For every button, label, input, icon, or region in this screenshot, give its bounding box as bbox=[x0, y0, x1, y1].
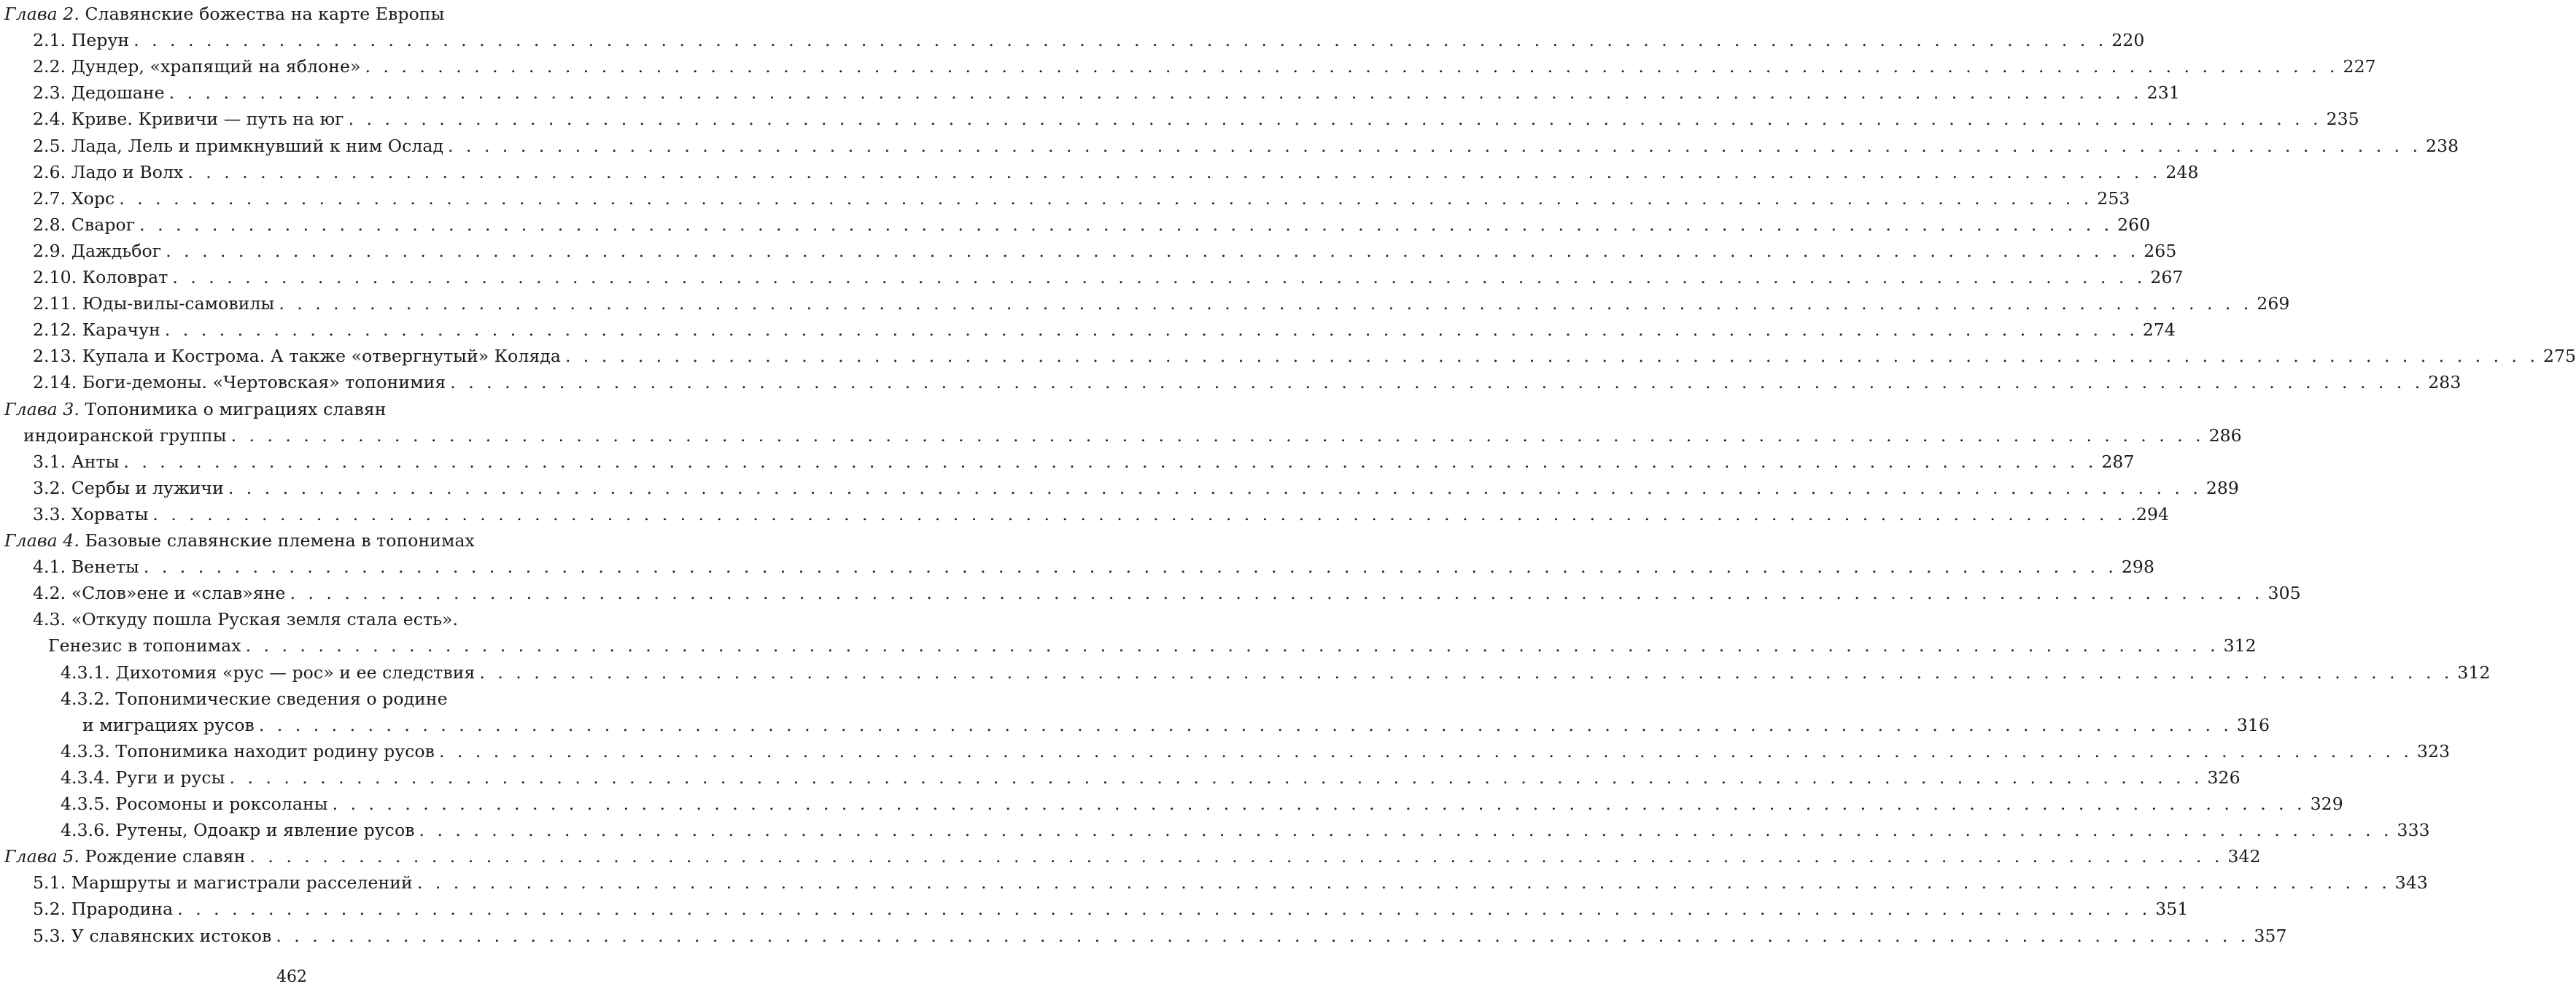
toc-page-number: 227 bbox=[2343, 56, 2376, 77]
toc-entry-text: 2.9. Даждьбог bbox=[33, 240, 162, 261]
toc-entry-text: 4.3.2. Топонимические сведения о родине bbox=[61, 688, 448, 709]
dot-leader bbox=[448, 133, 2421, 159]
toc-entry-title bbox=[48, 632, 241, 659]
dot-leader bbox=[169, 80, 2143, 106]
toc-entry bbox=[0, 659, 2491, 686]
toc-entry-title bbox=[33, 896, 173, 922]
toc-entry-text: 4.3.3. Топонимика находит родину русов bbox=[61, 740, 435, 762]
toc-entry bbox=[0, 343, 2576, 369]
toc-entry-title bbox=[4, 843, 245, 869]
dot-leader bbox=[139, 212, 2113, 238]
toc-chapter-entry bbox=[0, 527, 583, 554]
toc-entry-text: 2.8. Сварог bbox=[33, 214, 136, 235]
toc-entry-title bbox=[33, 606, 458, 632]
dot-leader bbox=[152, 501, 2126, 527]
dot-leader bbox=[123, 449, 2097, 475]
chapter-label: Глава 3. bbox=[4, 398, 79, 419]
toc-entry bbox=[0, 869, 2428, 896]
toc-entry bbox=[0, 817, 2430, 843]
dot-leader bbox=[417, 869, 2391, 896]
toc-page-number: 357 bbox=[2254, 925, 2287, 946]
dot-leader bbox=[187, 159, 2161, 185]
toc-entry-text: Славянские божества на карте Европы bbox=[79, 4, 445, 24]
toc-page-number: 329 bbox=[2310, 794, 2343, 814]
toc-entry-title bbox=[33, 369, 446, 395]
toc-page-number: 286 bbox=[2208, 425, 2242, 446]
toc-entry-title bbox=[33, 238, 161, 264]
toc-entry-title bbox=[33, 290, 274, 317]
toc-entry bbox=[0, 212, 2151, 238]
toc-entry bbox=[0, 80, 2180, 106]
toc-chapter-entry bbox=[0, 1, 583, 27]
toc-entry-text: 5.2. Прародина bbox=[33, 899, 174, 920]
toc-entry-title bbox=[4, 527, 475, 554]
chapter-label: Глава 2. bbox=[4, 4, 79, 24]
dot-leader bbox=[276, 923, 2249, 949]
toc-entry-title bbox=[33, 317, 160, 343]
toc-entry bbox=[0, 238, 2177, 264]
toc-entry bbox=[0, 133, 2459, 159]
toc-entry bbox=[0, 185, 2130, 212]
toc-page-number: 267 bbox=[2150, 267, 2184, 287]
toc-entry-title bbox=[61, 659, 475, 686]
toc-entry-title bbox=[33, 501, 148, 527]
toc-entry-text: 2.10. Коловрат bbox=[33, 267, 168, 287]
toc-entry bbox=[0, 27, 2145, 53]
toc-page-number: 342 bbox=[2227, 846, 2261, 867]
toc-entry bbox=[0, 369, 2461, 395]
toc-entry bbox=[0, 632, 2257, 659]
dot-leader bbox=[279, 290, 2252, 317]
dot-leader bbox=[230, 764, 2203, 791]
toc-page-number: 289 bbox=[2205, 477, 2239, 498]
toc-entry bbox=[0, 317, 2176, 343]
toc-entry-title bbox=[33, 923, 271, 949]
toc-entry-text: 2.5. Лада, Лель и примкнувший к ним Ослад bbox=[33, 135, 444, 156]
toc-entry-text: 2.11. Юды-вилы-самовилы bbox=[33, 293, 275, 314]
toc-entry-title bbox=[33, 554, 139, 580]
toc-page-number: 269 bbox=[2257, 293, 2290, 314]
toc-entry-title bbox=[33, 449, 119, 475]
toc-entry-text: и миграциях русов bbox=[82, 714, 255, 735]
toc-entry-title bbox=[33, 869, 413, 896]
toc-entry-text: Базовые славянские племена в топонимах bbox=[79, 530, 475, 551]
toc-entry bbox=[0, 712, 2270, 738]
toc-page-number: 351 bbox=[2155, 899, 2189, 920]
toc-page-number: 343 bbox=[2394, 872, 2428, 894]
toc-entry-text: 4.2. «Слов»ене и «слав»яне bbox=[33, 583, 286, 604]
toc-entry bbox=[0, 896, 2189, 922]
toc-entry bbox=[0, 554, 2155, 580]
toc-entry-title bbox=[33, 159, 183, 185]
dot-leader bbox=[439, 738, 2413, 764]
toc-page-number: 333 bbox=[2397, 820, 2430, 841]
toc-entry-text: 3.2. Сербы и лужичи bbox=[33, 477, 224, 498]
toc-entry bbox=[0, 606, 612, 632]
toc-entry-text: 4.3. «Откуду пошла Руская земля стала есть». bbox=[33, 609, 459, 630]
toc-entry-text: 2.2. Дундер, «храпящий на яблоне» bbox=[33, 56, 361, 77]
toc-entry bbox=[0, 106, 2359, 132]
toc-entry-title bbox=[23, 422, 227, 449]
toc-entry-text: 2.4. Криве. Кривичи — путь на юг bbox=[33, 109, 344, 130]
toc-entry bbox=[0, 159, 2199, 185]
toc-page-number: 265 bbox=[2144, 240, 2177, 261]
dot-leader bbox=[259, 712, 2232, 738]
toc-entry-text: 3.1. Анты bbox=[33, 451, 120, 472]
toc-entry-title bbox=[61, 764, 225, 791]
toc-page-number: 287 bbox=[2101, 451, 2135, 472]
dot-leader bbox=[165, 317, 2138, 343]
toc-entry-text: 4.1. Венеты bbox=[33, 557, 139, 578]
toc-page-number: 323 bbox=[2416, 740, 2451, 762]
toc-entry-title bbox=[4, 1, 444, 27]
toc-entry-title bbox=[61, 791, 328, 817]
toc-entry-text: 4.3.1. Дихотомия «рус — рос» и ее следствия bbox=[61, 662, 476, 683]
toc-entry-text: Генезис в топонимах bbox=[48, 635, 241, 656]
toc-page-number: 326 bbox=[2207, 767, 2241, 788]
chapter-label: Глава 5. bbox=[4, 846, 79, 867]
dot-leader bbox=[231, 422, 2205, 449]
toc-entry-text: 2.12. Карачун bbox=[33, 319, 160, 341]
dot-leader bbox=[349, 106, 2322, 132]
toc-entry-title bbox=[61, 817, 415, 843]
toc-page-number: 305 bbox=[2267, 583, 2301, 604]
toc-page-number: 312 bbox=[2457, 662, 2491, 683]
toc-page-number: 248 bbox=[2165, 161, 2199, 182]
toc-entry-text: 2.6. Ладо и Волх bbox=[33, 161, 184, 182]
toc-entry bbox=[0, 290, 2290, 317]
toc-chapter-entry bbox=[0, 843, 2261, 869]
dot-leader bbox=[479, 659, 2453, 686]
toc-entry bbox=[0, 501, 2170, 527]
dot-leader bbox=[333, 791, 2306, 817]
toc-entry-text: 5.1. Маршруты и магистрали расселений bbox=[33, 872, 413, 894]
toc-entry-text: 4.3.4. Руги и русы bbox=[61, 767, 225, 788]
toc-entry-text: 2.1. Перун bbox=[33, 30, 130, 51]
toc-page-number: 316 bbox=[2236, 714, 2270, 735]
toc-entry-title bbox=[33, 343, 561, 369]
toc-entry-text: 3.3. Хорваты bbox=[33, 503, 149, 524]
toc-page-number: 298 bbox=[2121, 557, 2155, 578]
toc-entry-text: 4.3.6. Рутены, Одоакр и явление русов bbox=[61, 820, 415, 841]
dot-leader bbox=[290, 580, 2264, 606]
toc-entry bbox=[0, 738, 2451, 764]
toc-entry-text: 2.7. Хорс bbox=[33, 187, 115, 209]
toc-entry bbox=[0, 449, 2135, 475]
toc-page-number: 235 bbox=[2326, 109, 2359, 130]
toc-entry bbox=[0, 686, 640, 712]
dot-leader bbox=[166, 238, 2139, 264]
toc-page-number: 231 bbox=[2146, 82, 2180, 104]
chapter-label: Глава 4. bbox=[4, 530, 79, 551]
toc-page-number: 274 bbox=[2142, 319, 2176, 341]
dot-leader bbox=[419, 817, 2393, 843]
toc-entry bbox=[0, 764, 2241, 791]
page-number: 462 bbox=[276, 968, 307, 986]
dot-leader bbox=[228, 475, 2202, 501]
toc-entry-title bbox=[33, 264, 168, 290]
toc-entry-title bbox=[33, 53, 361, 80]
dot-leader bbox=[172, 264, 2146, 290]
toc-entry bbox=[0, 475, 2239, 501]
toc-entry-title bbox=[33, 580, 286, 606]
toc-entry-text: индоиранской группы bbox=[23, 425, 227, 446]
toc-entry-text: 2.3. Дедошане bbox=[33, 82, 165, 104]
toc-page-number: 283 bbox=[2428, 372, 2461, 393]
dot-leader bbox=[119, 185, 2092, 212]
toc-entry bbox=[0, 923, 2287, 949]
dot-leader bbox=[144, 554, 2117, 580]
toc-page-number: .294 bbox=[2130, 503, 2170, 524]
toc-entry-title bbox=[82, 712, 255, 738]
toc-entry bbox=[0, 422, 2242, 449]
dot-leader bbox=[177, 896, 2151, 922]
toc-entry-title bbox=[61, 686, 448, 712]
toc-entry-title bbox=[33, 80, 165, 106]
toc-page-number: 253 bbox=[2097, 187, 2130, 209]
dot-leader bbox=[249, 843, 2223, 869]
toc-entry bbox=[0, 264, 2184, 290]
toc-page-number: 260 bbox=[2117, 214, 2151, 235]
dot-leader bbox=[133, 27, 2107, 53]
toc-entry-title bbox=[33, 133, 443, 159]
toc-page-number: 238 bbox=[2426, 135, 2459, 156]
toc-entry-title bbox=[61, 738, 435, 764]
toc-entry bbox=[0, 580, 2301, 606]
toc-entry-text: 2.14. Боги-демоны. «Чертовская» топонимия bbox=[33, 372, 446, 393]
toc-entry bbox=[0, 53, 2376, 80]
toc-entry-title bbox=[33, 212, 135, 238]
toc-entry bbox=[0, 791, 2343, 817]
toc-entry-text: Рождение славян bbox=[79, 846, 246, 867]
toc-entry-text: 4.3.5. Росомоны и роксоланы bbox=[61, 794, 328, 814]
toc-entry-title bbox=[33, 27, 129, 53]
toc-chapter-entry bbox=[0, 396, 583, 422]
toc-entry-title bbox=[33, 185, 115, 212]
toc-entry-title bbox=[4, 396, 387, 422]
toc-entry-text: 2.13. Купала и Кострома. А также «отвергнутый» Коляда bbox=[33, 346, 561, 367]
dot-leader bbox=[365, 53, 2339, 80]
toc-entry-title bbox=[33, 106, 344, 132]
toc-entry-text: Топонимика о миграциях славян bbox=[79, 398, 387, 419]
toc-page-number: 220 bbox=[2111, 30, 2145, 51]
toc-entry-text: 5.3. У славянских истоков bbox=[33, 925, 272, 946]
toc-entry-title bbox=[33, 475, 224, 501]
dot-leader bbox=[246, 632, 2219, 659]
dot-leader bbox=[450, 369, 2424, 395]
dot-leader bbox=[565, 343, 2539, 369]
toc-page-number: 312 bbox=[2223, 635, 2257, 656]
toc-page-number: 275 bbox=[2542, 346, 2576, 367]
